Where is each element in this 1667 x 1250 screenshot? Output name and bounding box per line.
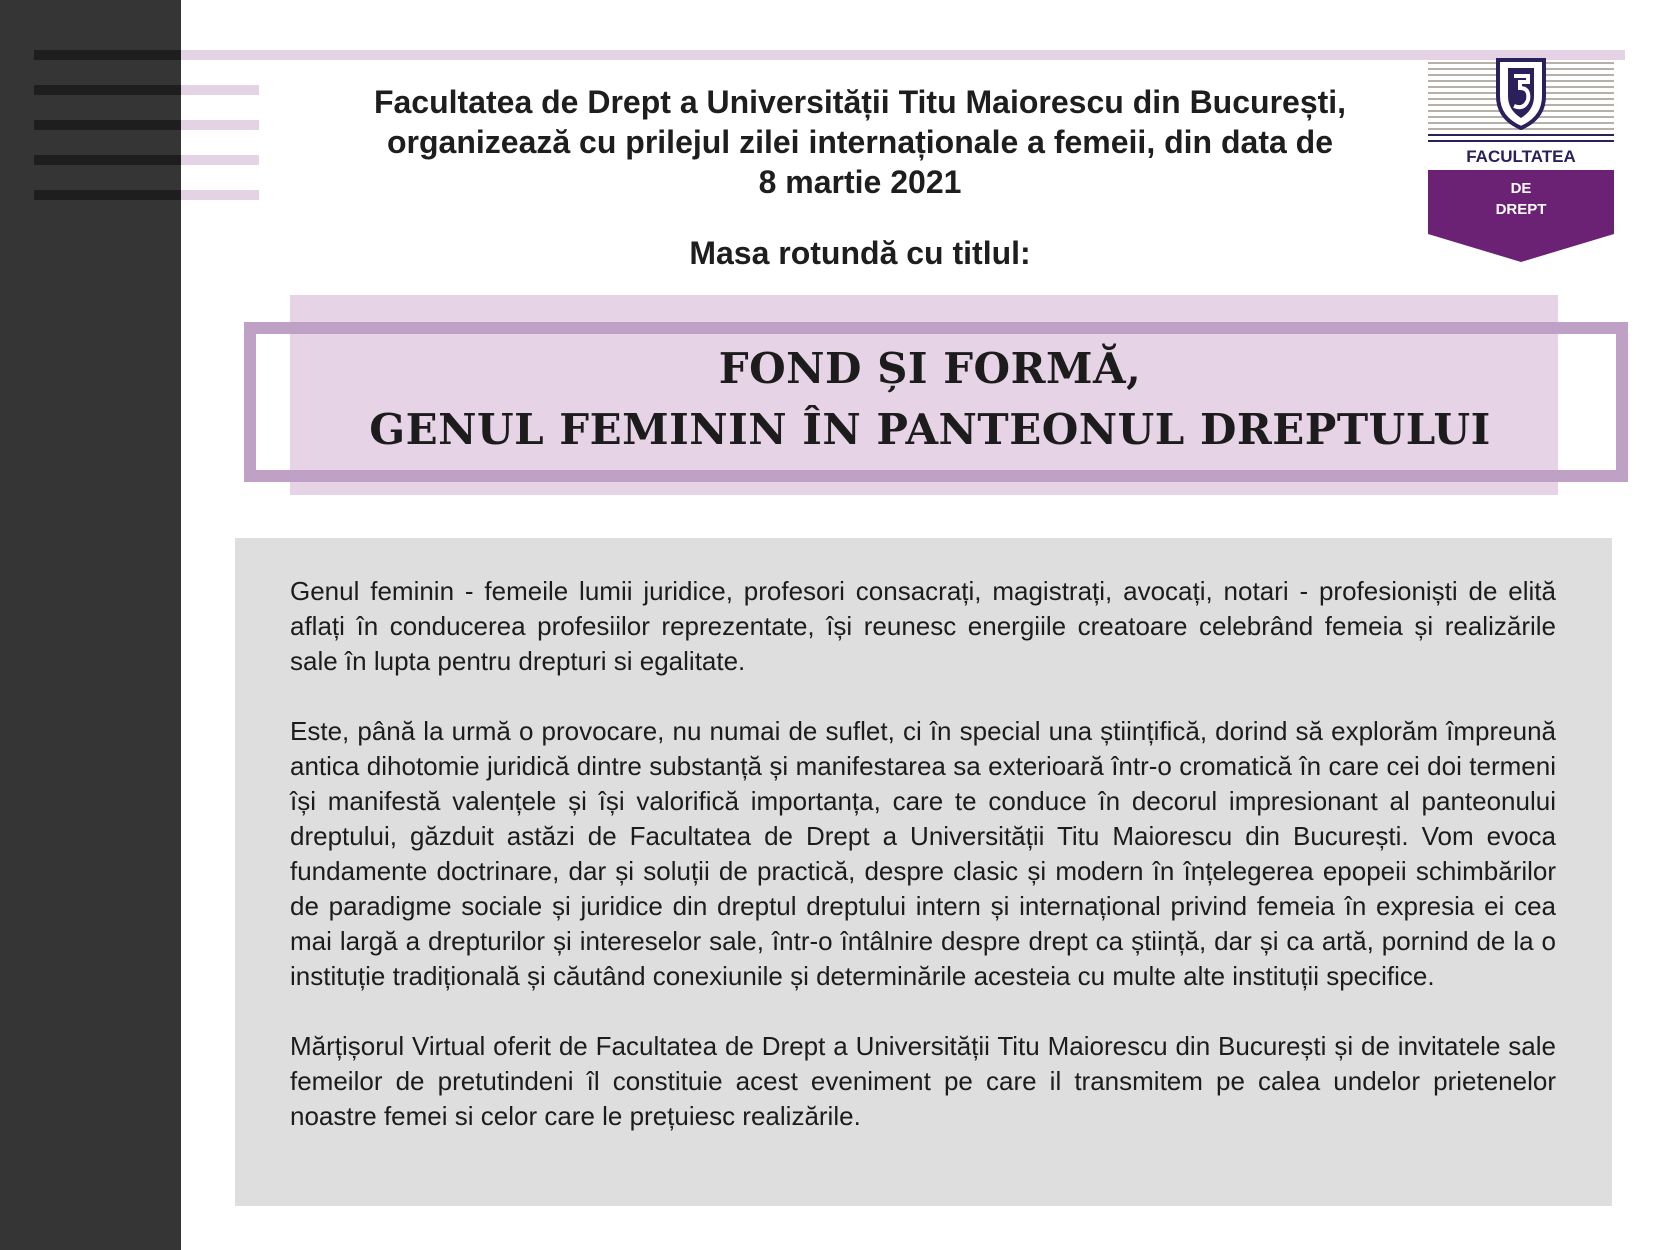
decor-stripe [181,155,259,165]
decor-stripe [34,50,181,60]
title-line-2: GENUL FEMININ ÎN PANTEONUL DREPTULUI [369,405,1491,454]
decor-stripe [34,155,181,165]
decor-stripe [34,190,181,200]
description-paragraph: Este, până la urmă o provocare, nu numai de suflet, ci în special una științifică, dorind să explorăm împreună antica dihotomie juridică dintre substanță și manifestarea sa exterioară într-o cromatică în care cei doi termeni își manifestă valențele și își valorifică importanța, care te conduce în decorul impresionant al panteonului dreptului, găzduit astăzi de Facultatea de Drept a Universității Titu Maiorescu din București. Vom evoca fundamente doctrinare, dar și soluții de practică, despre clasic și modern în înțelegerea epopeii schimbărilor de paradigme sociale și juridice din dreptul dreptului intern și internațional privind femeia în expresia ei cea mai largă a drepturilor și intereselor sale, într-o întâlnire despre drept ca știință, dar și ca artă, pornind de la o instituție tradițională și căutând conexiunile și determinările acesteia cu multe alte instituții specifice. [290,716,1556,991]
decor-stripe [181,190,259,200]
header-line: Facultatea de Drept a Universității Titu Maiorescu din București, [373,84,1347,120]
logo-text-faculty: FACULTATEA [1466,147,1576,166]
header-line: 8 martie 2021 [758,164,962,200]
decor-stripe [181,85,259,95]
header-line: organizează cu prilejul zilei internaționale a femeii, din data de [386,124,1333,160]
left-sidebar-band [0,0,181,1250]
faculty-logo [1428,56,1614,265]
emblem-icon [1498,60,1544,128]
title-line-1: FOND ȘI FORMĂ, [718,344,1142,393]
decor-stripe [181,120,259,130]
roundtable-subtitle: Masa rotundă cu titlul: [689,235,1031,271]
decor-stripe [34,85,181,95]
logo-text-drept: DREPT [1495,201,1547,218]
top-rule [181,50,1625,60]
event-header [350,82,1370,202]
event-title [236,338,1624,460]
decor-stripe [34,120,181,130]
logo-text-de: DE [1510,180,1532,197]
description-text [290,574,1556,1134]
description-paragraph: Mărțișorul Virtual oferit de Facultatea de Drept a Universității Titu Maiorescu din București și de invitatele sale femeilor de pretutindeni îl constituie acest eveniment pe care il transmitem pe calea undelor prietenelor noastre femei si celor care le prețuiesc realizările. [290,1031,1556,1131]
description-paragraph: Genul feminin - femeile lumii juridice, profesori consacrați, magistrați, avocați, notari - profesioniști de elită aflați în conducerea profesiilor reprezentate, își reunesc energiile creatoare celebrând femeia și realizările sale în lupta pentru drepturi si egalitate. [290,576,1556,676]
